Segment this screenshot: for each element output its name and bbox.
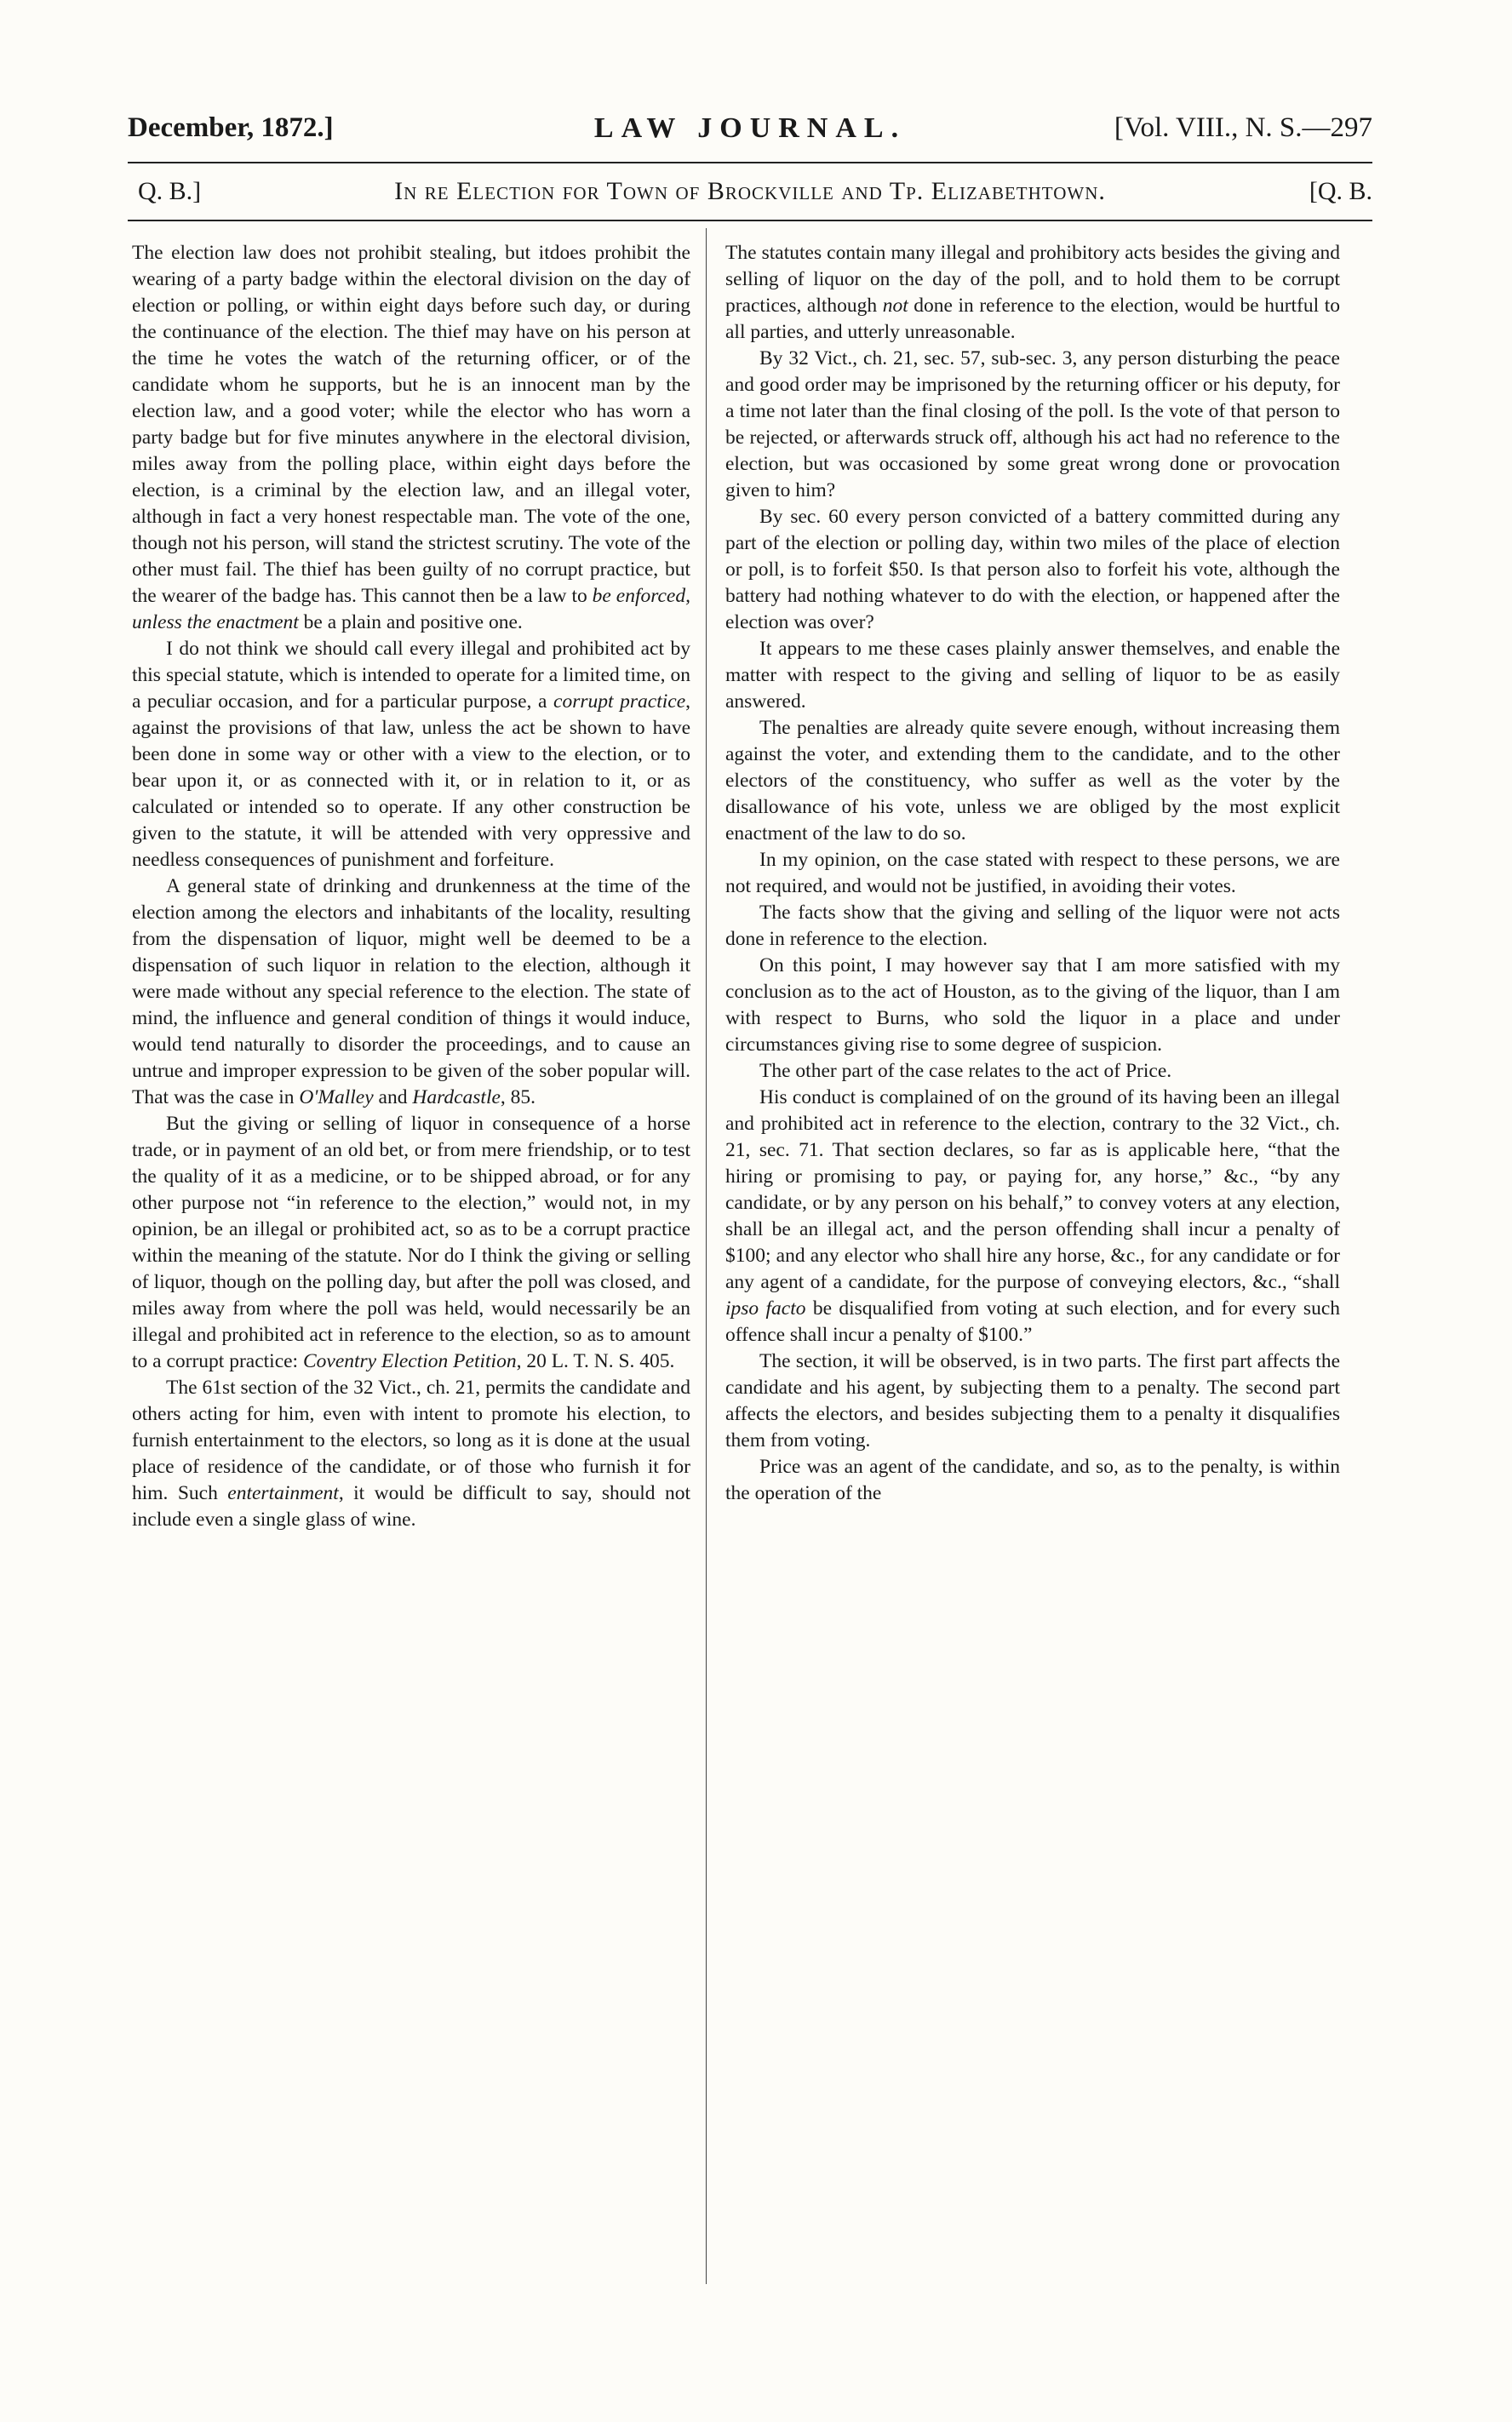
right-column [725, 240, 1340, 1507]
case-header-rule [128, 220, 1372, 221]
header-date: December, 1872.] [128, 112, 334, 143]
paragraph: But the giving or selling of liquor in consequence of a horse trade, or in payment of an old bet, or from mere friendship, or to test the quality of it as a medicine, or to be shipped abroad, or for any other purpose not “in reference to the election,” would not, in my opinion, be an illegal or prohibited act, so as to be a corrupt practice within the meaning of the statute. Nor do I think the giving or selling of liquor, though on the polling day, but after the poll was closed, and miles away from where the poll was held, would necessarily be an illegal and prohibited act in reference to the election, so as to amount to a corrupt practice: Coventry Election Petition, 20 L. T. N. S. 405. [132, 1113, 690, 1372]
paragraph: Price was an agent of the candidate, and so, as to the penalty, is within the operation of the [725, 1456, 1340, 1504]
paragraph: The section, it will be observed, is in two parts. The first part affects the candidate and his agent, by subjecting them to a penalty. The second part affects the electors, and besides subjecting them to a penalty it disqualifies them from voting. [725, 1350, 1340, 1451]
header-rule [128, 162, 1372, 163]
court-right: [Q. B. [1309, 177, 1372, 205]
paragraph: I do not think we should call every illegal and prohibited act by this special statute, which is intended to operate for a limited time, on a peculiar occasion, and for a particular purpose, a corrupt practice, against the provisions of that law, unless the act be shown to have been done in some way or other with a view to the election, or to bear upon it, or as connected with it, or in relation to it, or as calculated or intended so to operate. If any other construction be given to the statute, it will be attended with very oppressive and needless consequences of punishment and forfeiture. [132, 638, 690, 871]
left-column [132, 240, 690, 1533]
column-divider [706, 228, 707, 2284]
paragraph: By 32 Vict., ch. 21, sec. 57, sub-sec. 3, any person disturbing the peace and good order may be imprisoned by the returning officer or his deputy, for a time not later than the final closing of the poll. Is the vote of that person to be rejected, or afterwards struck off, although his act had no reference to the election, but was occasioned by some great wrong done or provocation given to him? [725, 347, 1340, 501]
volume-page: [Vol. VIII., N. S.—297 [1114, 112, 1372, 143]
paragraph: By sec. 60 every person convicted of a battery committed during any part of the election or polling day, within two miles of the place of election or poll, is to forfeit $50. Is that person also to forfeit his vote, although the battery had nothing whatever to do with the election, or happened after the election was over? [725, 506, 1340, 633]
paragraph: The election law does not prohibit stealing, but itdoes prohibit the wearing of a party badge within the electoral division on the day of election or polling, or within eight days before such day, or during the continuance of the election. The thief may have on his person at the time he votes the watch of the returning officer, or of the candidate whom he supports, but he is an innocent man by the election law, and a good voter; while the elector who has worn a party badge but for five minutes anywhere in the electoral division, miles away from the polling place, within eight days before the election, is a criminal by the election law, and an illegal voter, although in fact a very honest respectable man. The vote of the one, though not his person, will stand the strictest scrutiny. The vote of the other must fail. The thief has been guilty of no corrupt practice, but the wearer of the badge has. This cannot then be a law to be enforced, unless the enactment be a plain and positive one. [132, 242, 690, 633]
case-header [128, 177, 1372, 215]
paragraph: The penalties are already quite severe enough, without increasing them against the voter, and extending them to the candidate, and to the other electors of the constituency, who suffer as well as the voter by the disallowance of his vote, unless we are obliged by the most explicit enactment of the law to do so. [725, 717, 1340, 845]
court-left: Q. B.] [138, 177, 202, 205]
paragraph: The facts show that the giving and selling of the liquor were not acts done in reference to the election. [725, 902, 1340, 950]
paragraph: It appears to me these cases plainly answer themselves, and enable the matter with respect to the giving and selling of liquor to be as easily answered. [725, 638, 1340, 713]
paragraph: The statutes contain many illegal and prohibitory acts besides the giving and selling of liquor on the day of the poll, and to hold them to be corrupt practices, although not done in reference to the election, would be hurtful to all parties, and utterly unreasonable. [725, 242, 1340, 343]
paragraph: The other part of the case relates to the act of Price. [759, 1060, 1172, 1082]
paragraph: A general state of drinking and drunkenness at the time of the election among the electors and inhabitants of the locality, resulting from the dispensation of liquor, might well be deemed to be a dispensation of such liquor in relation to the election, although it were made without any special reference to the election. The state of mind, the influence and general condition of things it would induce, would tend naturally to disorder the proceedings, and to cause an untrue and improper expression to be given of the sober popular will. That was the case in O'Malley and Hardcastle, 85. [132, 875, 690, 1108]
paragraph: His conduct is complained of on the ground of its having been an illegal and prohibited act in reference to the election, contrary to the 32 Vict., ch. 21, sec. 71. That section declares, so far as is applicable here, “that the hiring or promising to pay, or paying for, any horse,” &c., “by any candidate, or by any person on his behalf,” to convey voters at any election, shall be an illegal act, and the person offending shall incur a penalty of $100; and any elector who shall hire any horse, &c., for any candidate or for any agent of a candidate, for the purpose of conveying electors, &c., “shall ipso facto be disqualified from voting at such election, and for every such offence shall incur a penalty of $100.” [725, 1086, 1341, 1346]
paragraph: The 61st section of the 32 Vict., ch. 21, permits the candidate and others acting for him, even with intent to promote his election, to furnish entertainment to the electors, so long as it is done at the usual place of residence of the candidate, or of those who furnish it for him. Such entertainment, it would be difficult to say, should not include even a single glass of wine. [132, 1377, 690, 1531]
paragraph: On this point, I may however say that I am more satisfied with my conclusion as to the act of Houston, as to the giving of the liquor, than I am with respect to Burns, who sold the liquor in a place and under circumstances giving rise to some degree of suspicion. [725, 954, 1340, 1056]
running-header [128, 112, 1372, 155]
case-title: In re Election for Town of Brockville and Tp. Elizabethtown. [394, 177, 1106, 205]
journal-title: LAW JOURNAL. [593, 112, 907, 144]
paragraph: In my opinion, on the case stated with respect to these persons, we are not required, and would not be justified, in avoiding their votes. [725, 849, 1340, 897]
